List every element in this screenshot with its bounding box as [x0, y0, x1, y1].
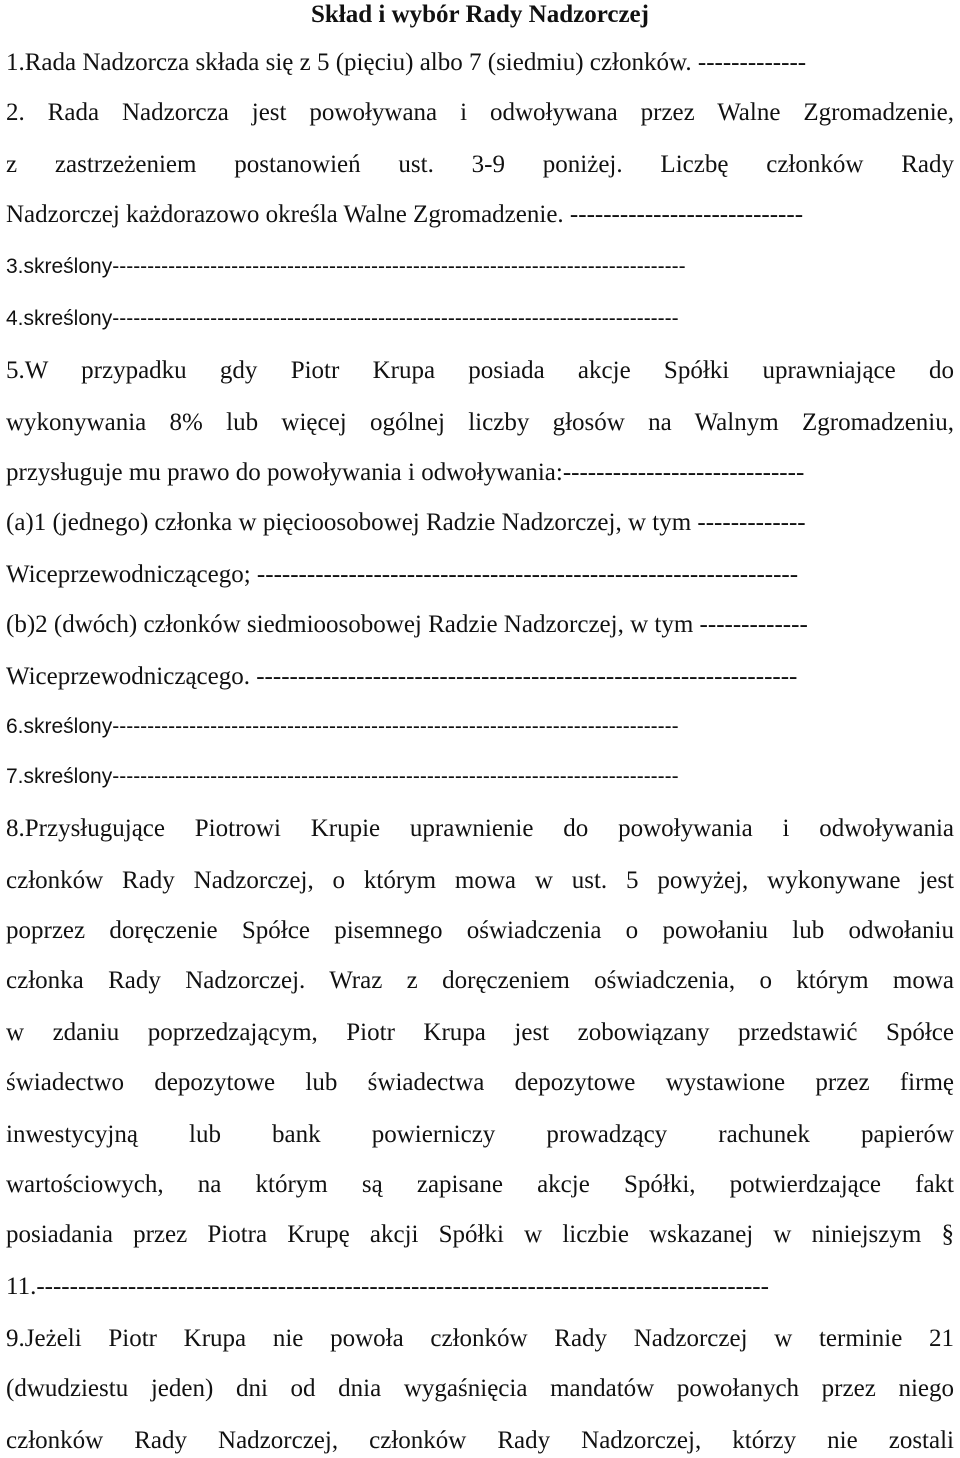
text-line: członków Rady Nadzorczej, o którym mowa w ust. 5 powyżej, wykonywane jest — [6, 867, 954, 894]
text-line: 9.Jeżeli Piotr Krupa nie powoła członków Rady Nadzorczej w terminie 21 — [6, 1325, 954, 1352]
text-line: w zdaniu poprzedzającym, Piotr Krupa jest zobowiązany przedstawić Spółce — [6, 1019, 954, 1046]
text-line: z zastrzeżeniem postanowień ust. 3-9 poniżej. Liczbę członków Rady — [6, 151, 954, 178]
text-line: 7.skreślony--------------------------------------------------------------------------------- — [6, 765, 679, 788]
text-line: 11.---------------------------------------------------------------------------------------- — [6, 1273, 769, 1300]
text-line: 4.skreślony--------------------------------------------------------------------------------- — [6, 307, 679, 330]
text-line: posiadania przez Piotra Krupę akcji Spółki w liczbie wskazanej w niniejszym § — [6, 1221, 954, 1248]
text-line: 5.W przypadku gdy Piotr Krupa posiada akcje Spółki uprawniające do — [6, 357, 954, 384]
text-line: 3.skreślony---------------------------------------------------------------------------------- — [6, 255, 686, 278]
text-line: członków Rady Nadzorczej, członków Rady Nadzorczej, którzy nie zostali — [6, 1427, 954, 1454]
text-line: (dwudziestu jeden) dni od dnia wygaśnięcia mandatów powołanych przez niego — [6, 1375, 954, 1402]
text-line: Wiceprzewodniczącego; ----------------------------------------------------------------- — [6, 561, 799, 588]
text-line: (b)2 (dwóch) członków siedmioosobowej Radzie Nadzorczej, w tym ------------- — [6, 611, 808, 638]
text-line: świadectwo depozytowe lub świadectwa depozytowe wystawione przez firmę — [6, 1069, 954, 1096]
text-line: członka Rady Nadzorczej. Wraz z doręczeniem oświadczenia, o którym mowa — [6, 967, 954, 994]
text-line: 2. Rada Nadzorcza jest powoływana i odwoływana przez Walne Zgromadzenie, — [6, 99, 954, 126]
text-line: 8.Przysługujące Piotrowi Krupie uprawnienie do powoływania i odwoływania — [6, 815, 954, 842]
text-line: wykonywania 8% lub więcej ogólnej liczby głosów na Walnym Zgromadzeniu, — [6, 409, 954, 436]
text-line: Nadzorczej każdorazowo określa Walne Zgromadzenie. ---------------------------- — [6, 201, 804, 228]
text-line: przysługuje mu prawo do powoływania i odwoływania:----------------------------- — [6, 459, 805, 486]
text-line: 6.skreślony--------------------------------------------------------------------------------- — [6, 715, 679, 738]
text-line: poprzez doręczenie Spółce pisemnego oświadczenia o powołaniu lub odwołaniu — [6, 917, 954, 944]
text-line: inwestycyjną lub bank powierniczy prowadzący rachunek papierów — [6, 1121, 954, 1148]
text-line: 1.Rada Nadzorcza składa się z 5 (pięciu) albo 7 (siedmiu) członków. ------------- — [6, 49, 807, 76]
document-title: Skład i wybór Rady Nadzorczej — [311, 1, 649, 28]
text-line: wartościowych, na którym są zapisane akcje Spółki, potwierdzające fakt — [6, 1171, 954, 1198]
text-line: Wiceprzewodniczącego. ----------------------------------------------------------------- — [6, 663, 798, 690]
text-line: (a)1 (jednego) członka w pięcioosobowej Radzie Nadzorczej, w tym ------------- — [6, 509, 806, 536]
